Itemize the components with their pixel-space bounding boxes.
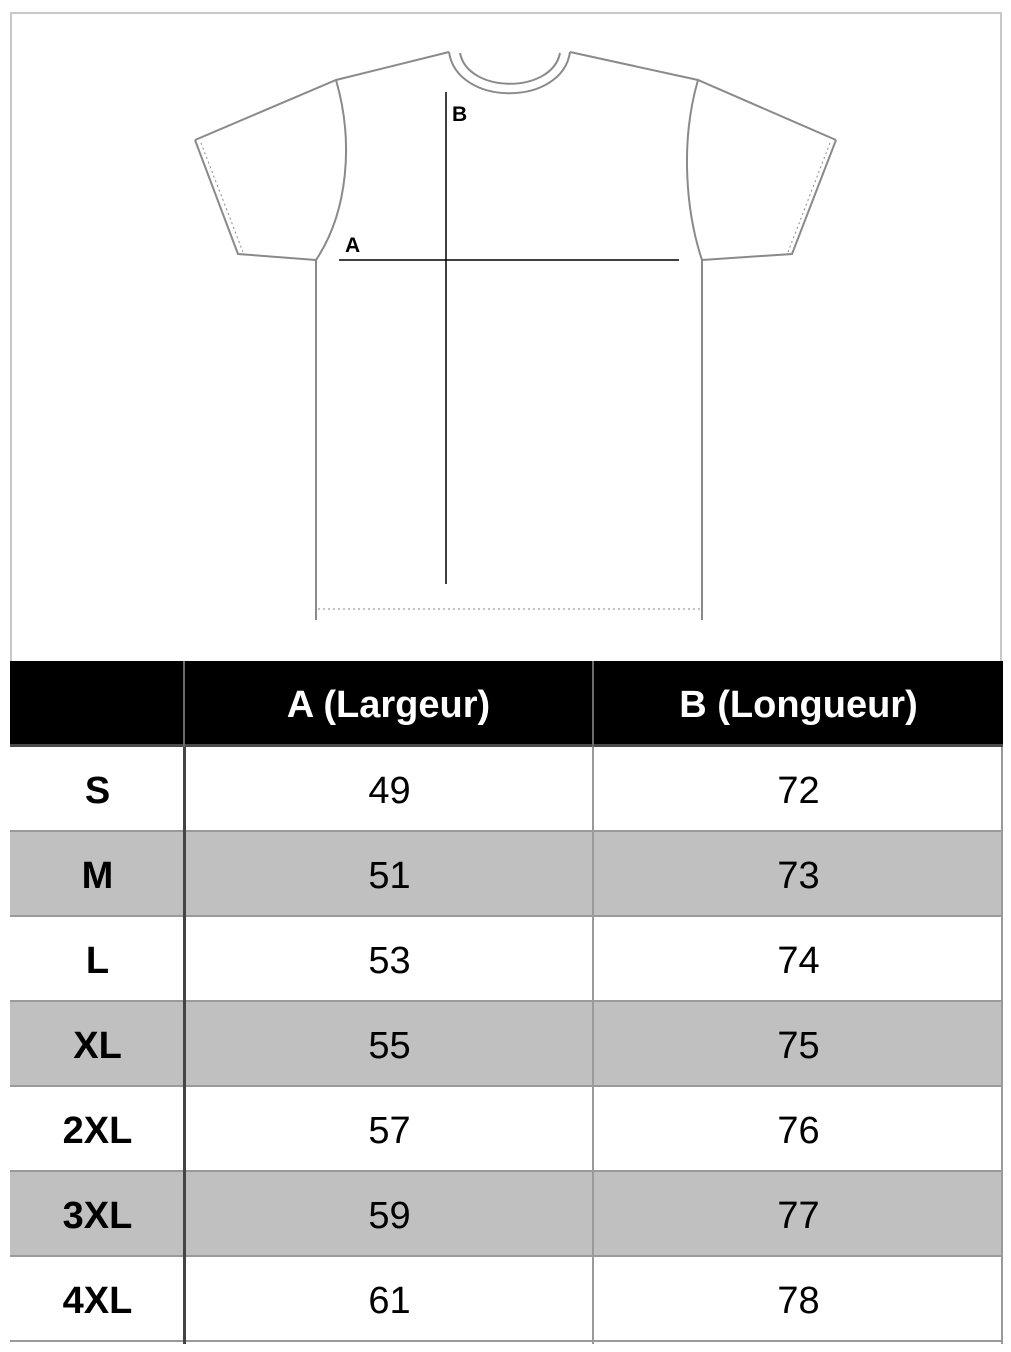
length-cell: 78 xyxy=(777,1280,820,1322)
size-chart-table xyxy=(10,661,1003,1344)
width-cell: 49 xyxy=(368,770,411,812)
header-a-largeur: A (Largeur) xyxy=(185,661,594,747)
size-cell: M xyxy=(81,855,114,897)
column-divider xyxy=(592,747,594,1344)
size-cell: 3XL xyxy=(62,1195,133,1237)
table-row xyxy=(10,917,1003,1002)
width-cell: 61 xyxy=(368,1280,411,1322)
measure-a-label: A xyxy=(345,234,361,257)
length-cell: 77 xyxy=(777,1195,820,1237)
size-cell: 4XL xyxy=(62,1280,133,1322)
size-cell: S xyxy=(84,770,111,812)
width-cell: 55 xyxy=(368,1025,411,1067)
header-b-longueur: B (Longueur) xyxy=(679,684,918,726)
table-row xyxy=(10,1087,1003,1172)
table-row xyxy=(10,832,1003,917)
table-header xyxy=(10,661,1003,747)
size-column-divider xyxy=(183,747,186,1344)
width-cell: 53 xyxy=(368,940,411,982)
length-cell: 74 xyxy=(777,940,820,982)
header-size xyxy=(10,661,185,747)
width-cell: 57 xyxy=(368,1110,411,1152)
table-row xyxy=(10,1002,1003,1087)
length-cell: 73 xyxy=(777,855,820,897)
width-cell: 59 xyxy=(368,1195,411,1237)
length-cell: 76 xyxy=(777,1110,820,1152)
width-cell: 51 xyxy=(368,855,411,897)
garment-diagram-panel xyxy=(10,12,1002,662)
length-cell: 75 xyxy=(777,1025,820,1067)
size-cell: XL xyxy=(73,1025,122,1067)
table-row xyxy=(10,747,1003,832)
table-right-border xyxy=(1001,747,1003,1344)
length-cell: 72 xyxy=(777,770,820,812)
size-cell: 2XL xyxy=(62,1110,133,1152)
table-row xyxy=(10,1172,1003,1257)
t-shirt-outline-icon xyxy=(2,2,1011,662)
table-row xyxy=(10,1257,1003,1342)
measure-b-label: B xyxy=(452,103,468,126)
size-cell: L xyxy=(85,940,110,982)
